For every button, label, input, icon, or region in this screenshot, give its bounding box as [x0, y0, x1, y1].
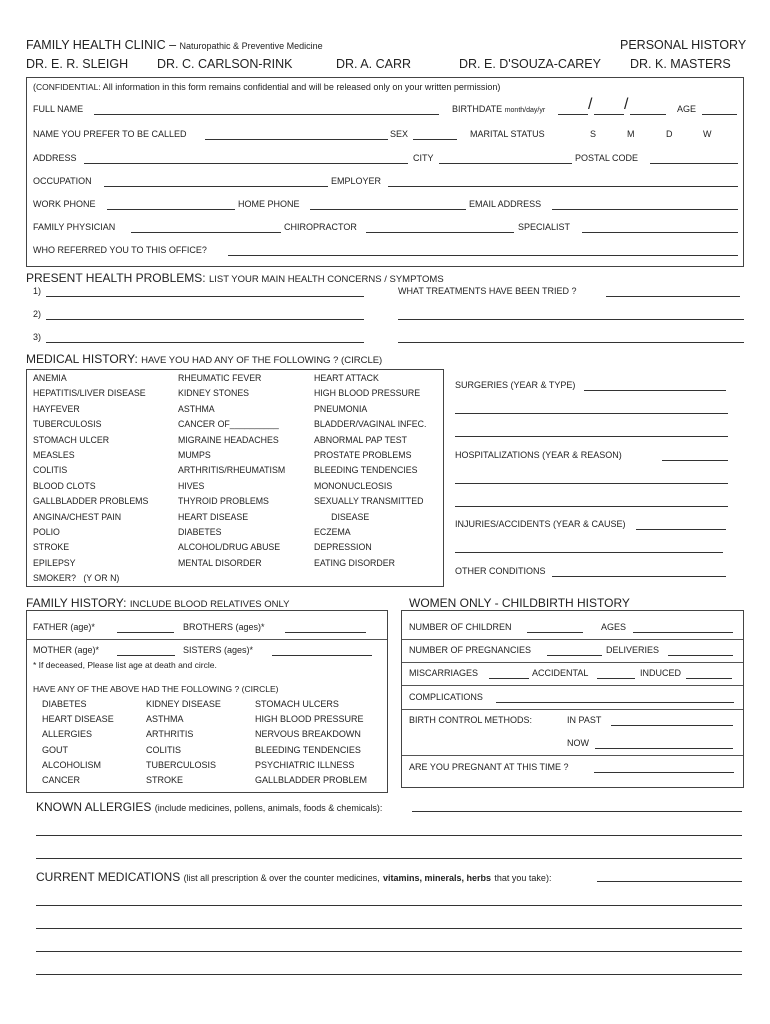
birth-control-label: BIRTH CONTROL METHODS:	[409, 715, 533, 725]
work-phone-label: WORK PHONE	[33, 199, 96, 209]
miscarriages-field[interactable]	[489, 678, 529, 679]
sex-label: SEX	[390, 129, 409, 139]
birth-month-field[interactable]	[558, 114, 588, 115]
city-label: CITY	[413, 153, 434, 163]
miscarriages-label: MISCARRIAGES	[409, 668, 479, 678]
medications-field-2[interactable]	[36, 905, 742, 906]
marital-option-w[interactable]: W	[703, 129, 712, 139]
condition-option[interactable]: BLEEDING TENDENCIES	[255, 744, 361, 755]
condition-option[interactable]: DISEASE	[314, 511, 370, 522]
condition-option[interactable]: DIABETES	[42, 699, 87, 709]
condition-option[interactable]: PNEUMONIA	[314, 403, 368, 414]
condition-option[interactable]: BLADDER/VAGINAL INFEC.	[314, 419, 427, 430]
condition-option[interactable]: RHEUMATIC FEVER	[178, 373, 262, 383]
divider	[402, 685, 743, 686]
specialist-field[interactable]	[582, 232, 738, 233]
condition-option[interactable]: ASTHMA	[178, 403, 215, 414]
condition-option[interactable]: ARTHRITIS/RHEUMATISM	[178, 465, 286, 476]
children-label: NUMBER OF CHILDREN	[409, 622, 512, 632]
complications-field[interactable]	[496, 702, 734, 703]
in-past-label: IN PAST	[567, 715, 602, 725]
city-field[interactable]	[439, 163, 572, 164]
present-problems-title: PRESENT HEALTH PROBLEMS: LIST YOUR MAIN HEALTH CONCERNS / SYMPTOMS	[26, 271, 444, 285]
email-label: EMAIL ADDRESS	[469, 199, 542, 209]
induced-label: INDUCED	[640, 668, 682, 678]
pregnant-label: ARE YOU PREGNANT AT THIS TIME ?	[409, 762, 569, 772]
employer-field[interactable]	[388, 186, 738, 187]
condition-option[interactable]: HIGH BLOOD PRESSURE	[255, 714, 364, 725]
birth-day-field[interactable]	[594, 114, 624, 115]
condition-option[interactable]: ECZEMA	[314, 527, 351, 537]
condition-option[interactable]: ALCOHOL/DRUG ABUSE	[178, 542, 281, 553]
condition-option[interactable]: HEART DISEASE	[42, 714, 114, 725]
condition-option[interactable]: SMOKER? (Y OR N)	[33, 573, 120, 584]
condition-option[interactable]: KIDNEY DISEASE	[146, 699, 221, 709]
hospitalizations-field-2[interactable]	[455, 483, 728, 484]
surgeries-field-3[interactable]	[455, 436, 728, 437]
occupation-label: OCCUPATION	[33, 176, 92, 186]
condition-option[interactable]: STROKE	[33, 542, 70, 553]
chiropractor-field[interactable]	[366, 232, 514, 233]
family-question: HAVE ANY OF THE ABOVE HAD THE FOLLOWING ? (CIRCLE)	[33, 684, 279, 694]
condition-option[interactable]: TUBERCULOSIS	[146, 759, 217, 770]
allergies-label: KNOWN ALLERGIES (include medicines, pollens, animals, foods & chemicals):	[36, 800, 383, 814]
problem-3-field[interactable]	[46, 342, 364, 343]
allergies-field[interactable]	[412, 811, 742, 812]
medications-field-4[interactable]	[36, 951, 742, 952]
condition-option[interactable]: EATING DISORDER	[314, 557, 395, 568]
doctor-name: DR. A. CARR	[336, 57, 412, 71]
condition-option[interactable]: COLITIS	[146, 744, 182, 755]
other-conditions-label: OTHER CONDITIONS	[455, 566, 546, 576]
treatments-field-3[interactable]	[398, 342, 744, 343]
occupation-field[interactable]	[104, 186, 328, 187]
form-title: PERSONAL HISTORY	[620, 38, 747, 52]
slash: /	[588, 96, 593, 113]
allergies-field-3[interactable]	[36, 858, 742, 859]
family-history-title: FAMILY HISTORY: INCLUDE BLOOD RELATIVES ONLY	[26, 596, 290, 610]
postal-code-label: POSTAL CODE	[575, 153, 639, 163]
marital-status-label: MARITAL STATUS	[470, 129, 545, 139]
condition-option[interactable]: TUBERCULOSIS	[33, 419, 102, 430]
condition-option[interactable]: PSYCHIATRIC ILLNESS	[255, 759, 355, 770]
sex-field[interactable]	[413, 139, 457, 140]
condition-option[interactable]: HAYFEVER	[33, 403, 80, 414]
pregnancies-field[interactable]	[547, 655, 602, 656]
condition-option[interactable]: ANGINA/CHEST PAIN	[33, 511, 122, 522]
treatments-label: WHAT TREATMENTS HAVE BEEN TRIED ?	[398, 286, 577, 296]
problem-number: 3)	[33, 332, 42, 342]
condition-option[interactable]: KIDNEY STONES	[178, 388, 250, 399]
preferred-name-field[interactable]	[205, 139, 388, 140]
medications-field-5[interactable]	[36, 974, 742, 975]
marital-option-d[interactable]: D	[666, 129, 673, 139]
referred-label: WHO REFERRED YOU TO THIS OFFICE?	[33, 245, 207, 255]
condition-option[interactable]: GALLBLADDER PROBLEMS	[33, 496, 149, 507]
condition-option[interactable]: GALLBLADDER PROBLEM	[255, 775, 368, 785]
condition-option[interactable]: DEPRESSION	[314, 542, 372, 553]
complications-label: COMPLICATIONS	[409, 692, 483, 702]
treatments-field-2[interactable]	[398, 319, 744, 320]
condition-option[interactable]: MIGRAINE HEADACHES	[178, 434, 279, 445]
condition-option[interactable]: ALLERGIES	[42, 729, 93, 740]
father-age-field[interactable]	[117, 632, 174, 633]
injuries-field[interactable]	[636, 529, 726, 530]
postal-code-field[interactable]	[650, 163, 738, 164]
birth-year-field[interactable]	[630, 114, 666, 115]
clinic-subtitle: Naturopathic & Preventive Medicine	[179, 41, 323, 51]
divider	[402, 709, 743, 710]
deliveries-label: DELIVERIES	[606, 645, 660, 655]
address-field[interactable]	[84, 163, 408, 164]
father-label: FATHER (age)*	[33, 622, 95, 632]
condition-option[interactable]: GOUT	[42, 744, 68, 755]
condition-option[interactable]: MEASLES	[33, 450, 75, 460]
condition-option[interactable]: HIGH BLOOD PRESSURE	[314, 388, 421, 399]
home-phone-label: HOME PHONE	[238, 199, 300, 209]
condition-option[interactable]: STOMACH ULCERS	[255, 699, 339, 709]
divider	[402, 755, 743, 756]
mother-label: MOTHER (age)*	[33, 645, 100, 655]
medications-field[interactable]	[597, 881, 742, 882]
condition-option[interactable]: CANCER OF__________	[178, 419, 279, 430]
personal-info-box	[26, 77, 744, 267]
children-field[interactable]	[527, 632, 583, 633]
allergies-field-2[interactable]	[36, 835, 742, 836]
birth-control-now-field[interactable]	[595, 748, 733, 749]
pregnant-field[interactable]	[594, 772, 734, 773]
age-field[interactable]	[702, 114, 737, 115]
condition-option[interactable]: NERVOUS BREAKDOWN	[255, 729, 361, 740]
condition-option[interactable]: HEART DISEASE	[178, 511, 249, 522]
medical-history-title: MEDICAL HISTORY: HAVE YOU HAD ANY OF THE FOLLOWING ? (CIRCLE)	[26, 352, 383, 366]
doctor-name: DR. E. D'SOUZA-CAREY	[459, 57, 601, 71]
accidental-field[interactable]	[597, 678, 635, 679]
injuries-field-2[interactable]	[455, 552, 723, 553]
full-name-field[interactable]	[94, 114, 439, 115]
marital-option-m[interactable]: M	[627, 129, 635, 139]
ages-field[interactable]	[633, 632, 733, 633]
deliveries-field[interactable]	[668, 655, 733, 656]
address-label: ADDRESS	[33, 153, 77, 163]
ages-label: AGES	[601, 622, 627, 632]
divider	[402, 662, 743, 663]
condition-option[interactable]: SEXUALLY TRANSMITTED	[314, 496, 424, 507]
sisters-label: SISTERS (ages)*	[183, 645, 254, 655]
home-phone-field[interactable]	[310, 209, 466, 210]
problem-1-field[interactable]	[46, 296, 364, 297]
condition-option[interactable]: ALCOHOLISM	[42, 759, 102, 770]
confidential-note: (CONFIDENTIAL: All information in this form remains confidential and will be released only on your written permission)	[33, 82, 501, 92]
referred-field[interactable]	[228, 255, 738, 256]
condition-option[interactable]: ASTHMA	[146, 714, 184, 725]
clinic-title: FAMILY HEALTH CLINIC – Naturopathic & Preventive Medicine	[26, 38, 323, 52]
email-field[interactable]	[552, 209, 738, 210]
full-name-label: FULL NAME	[33, 104, 84, 114]
pregnancies-label: NUMBER OF PREGNANCIES	[409, 645, 532, 655]
medical-history-box	[26, 369, 444, 587]
preferred-name-label: NAME YOU PREFER TO BE CALLED	[33, 129, 187, 139]
condition-option[interactable]: COLITIS	[33, 465, 68, 476]
family-physician-label: FAMILY PHYSICIAN	[33, 222, 116, 232]
hospitalizations-field[interactable]	[662, 460, 728, 461]
condition-option[interactable]: ANEMIA	[33, 373, 67, 383]
induced-field[interactable]	[686, 678, 732, 679]
brothers-label: BROTHERS (ages)*	[183, 622, 265, 632]
birthdate-label: BIRTHDATE month/day/yr	[452, 104, 546, 114]
marital-option-s[interactable]: S	[590, 129, 597, 139]
other-conditions-field[interactable]	[552, 576, 726, 577]
condition-option[interactable]: STOMACH ULCER	[33, 434, 110, 445]
hospitalizations-label: HOSPITALIZATIONS (YEAR & REASON)	[455, 450, 622, 460]
medications-field-3[interactable]	[36, 928, 742, 929]
condition-option[interactable]: ARTHRITIS	[146, 729, 194, 740]
condition-option[interactable]: MUMPS	[178, 450, 211, 460]
doctor-name: DR. E. R. SLEIGH	[26, 57, 129, 71]
surgeries-field[interactable]	[584, 390, 726, 391]
medications-label: CURRENT MEDICATIONS (list all prescription & over the counter medicines, vitamins, minerals, herbs that you take):	[36, 870, 552, 884]
divider	[27, 639, 387, 640]
employer-label: EMPLOYER	[331, 176, 382, 186]
problem-number: 2)	[33, 309, 42, 319]
specialist-label: SPECIALIST	[518, 222, 571, 232]
condition-option[interactable]: CANCER	[42, 775, 81, 785]
condition-option[interactable]: DIABETES	[178, 527, 222, 537]
condition-option[interactable]: HEART ATTACK	[314, 373, 379, 383]
brothers-ages-field[interactable]	[285, 632, 366, 633]
problem-number: 1)	[33, 286, 42, 296]
doctor-name: DR. C. CARLSON-RINK	[157, 57, 293, 71]
doctor-name: DR. K. MASTERS	[630, 57, 731, 71]
condition-option[interactable]: POLIO	[33, 527, 60, 537]
condition-option[interactable]: ABNORMAL PAP TEST	[314, 434, 408, 445]
condition-option[interactable]: HIVES	[178, 480, 205, 491]
deceased-note: * If deceased, Please list age at death and circle.	[33, 660, 217, 670]
birth-control-past-field[interactable]	[611, 725, 733, 726]
condition-option[interactable]: MENTAL DISORDER	[178, 557, 262, 568]
women-only-title: WOMEN ONLY - CHILDBIRTH HISTORY	[409, 596, 630, 610]
condition-option[interactable]: MONONUCLEOSIS	[314, 480, 393, 491]
condition-option[interactable]: PROSTATE PROBLEMS	[314, 450, 412, 460]
now-label: NOW	[567, 738, 589, 748]
problem-2-field[interactable]	[46, 319, 364, 320]
condition-option[interactable]: HEPATITIS/LIVER DISEASE	[33, 388, 146, 399]
divider	[402, 639, 743, 640]
condition-option[interactable]: STROKE	[146, 775, 184, 785]
condition-option[interactable]: EPILEPSY	[33, 557, 76, 568]
slash: /	[624, 96, 629, 113]
chiropractor-label: CHIROPRACTOR	[284, 222, 357, 232]
sisters-ages-field[interactable]	[272, 655, 372, 656]
age-label: AGE	[677, 104, 697, 114]
hospitalizations-field-3[interactable]	[455, 506, 728, 507]
condition-option[interactable]: BLOOD CLOTS	[33, 480, 96, 491]
accidental-label: ACCIDENTAL	[532, 668, 589, 678]
condition-option[interactable]: THYROID PROBLEMS	[178, 496, 269, 507]
injuries-label: INJURIES/ACCIDENTS (YEAR & CAUSE)	[455, 519, 626, 529]
treatments-field[interactable]	[606, 296, 740, 297]
condition-option[interactable]: BLEEDING TENDENCIES	[314, 465, 418, 476]
surgeries-label: SURGERIES (YEAR & TYPE)	[455, 380, 576, 390]
family-physician-field[interactable]	[131, 232, 281, 233]
work-phone-field[interactable]	[107, 209, 235, 210]
mother-age-field[interactable]	[117, 655, 175, 656]
surgeries-field-2[interactable]	[455, 413, 728, 414]
